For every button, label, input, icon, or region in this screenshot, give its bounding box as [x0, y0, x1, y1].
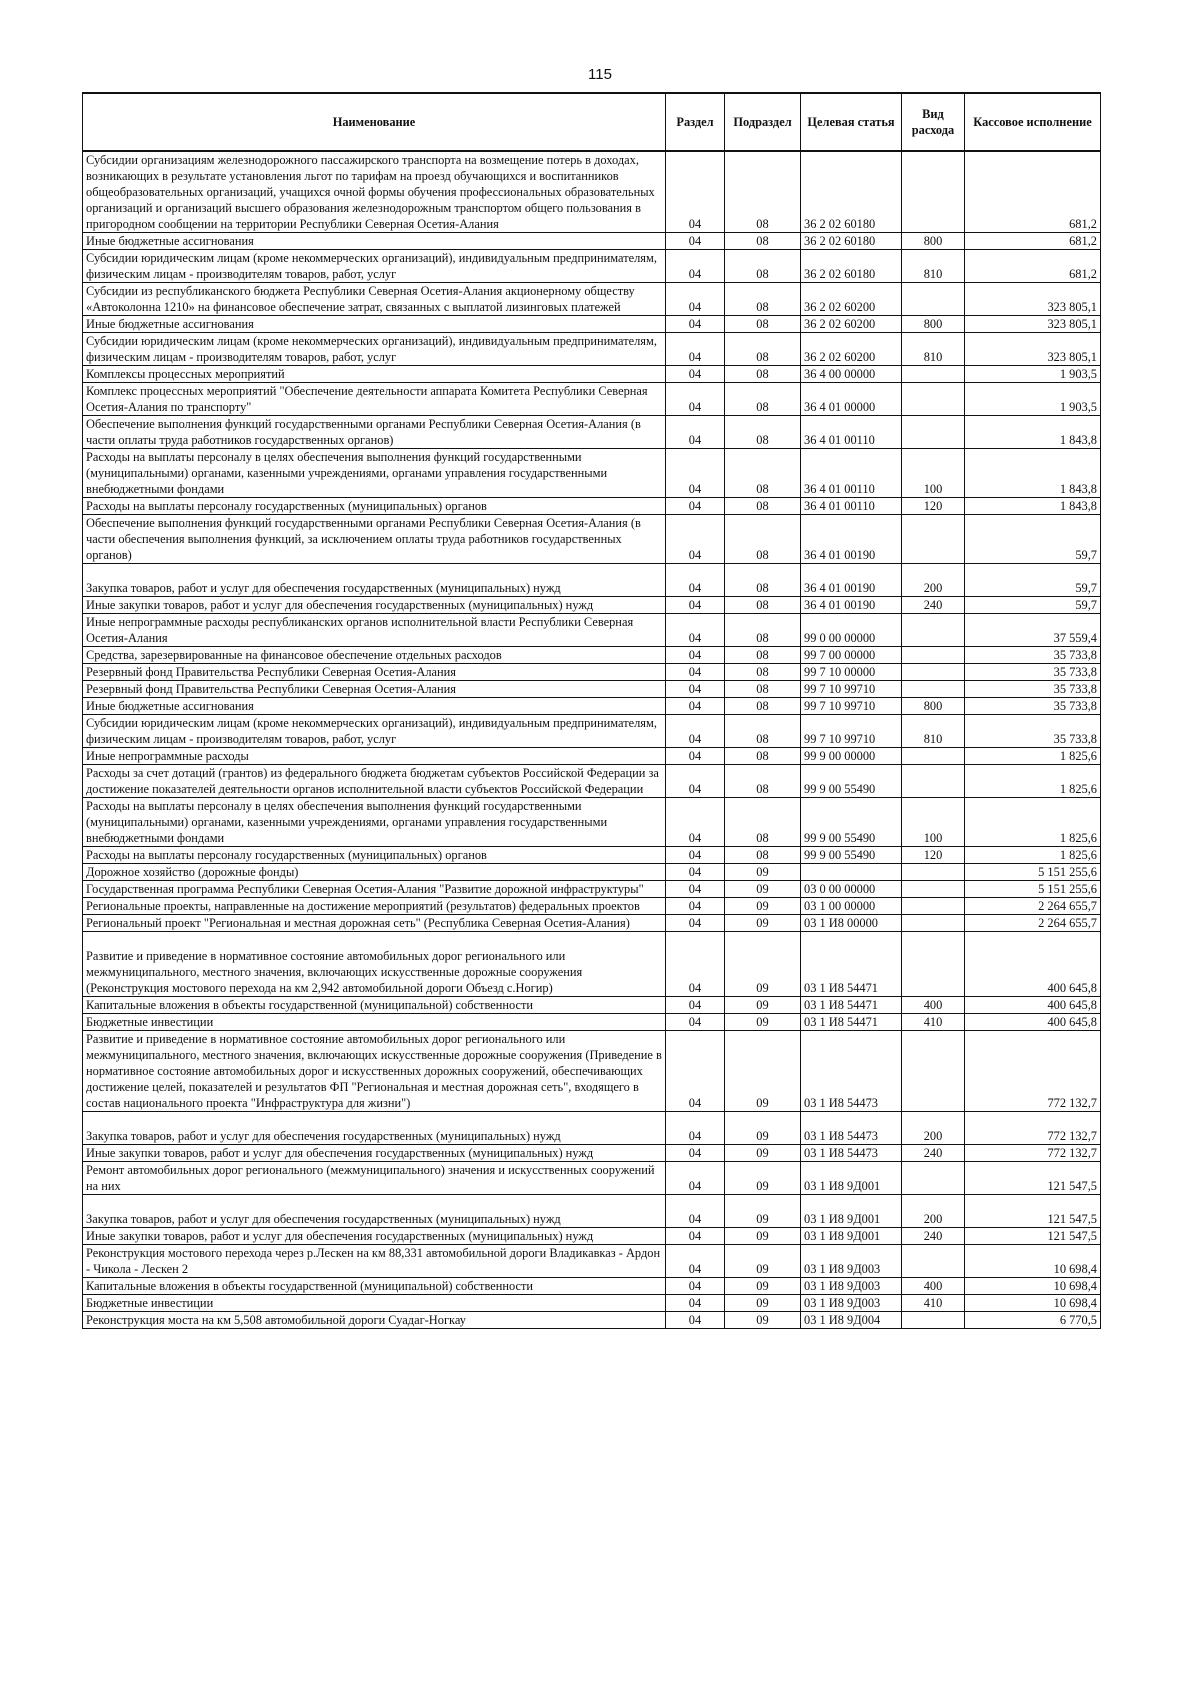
table-row — [83, 698, 1101, 715]
table-row — [83, 1228, 1101, 1245]
cell-section: 04 — [666, 798, 725, 847]
cell-amount: 6 770,5 — [965, 1312, 1101, 1329]
table-row — [83, 564, 1101, 597]
cell-name: Субсидии юридическим лицам (кроме некоммерческих организаций), индивидуальным предпринимателям, физическим лицам - производителям товаров, работ, услуг — [83, 333, 666, 366]
table-row — [83, 333, 1101, 366]
cell-amount: 59,7 — [965, 597, 1101, 614]
cell-subsection: 08 — [725, 383, 801, 416]
cell-section: 04 — [666, 898, 725, 915]
cell-amount: 5 151 255,6 — [965, 864, 1101, 881]
table-row — [83, 151, 1101, 233]
cell-section: 04 — [666, 647, 725, 664]
cell-amount: 1 843,8 — [965, 416, 1101, 449]
cell-name: Закупка товаров, работ и услуг для обеспечения государственных (муниципальных) нужд — [83, 564, 666, 597]
cell-target: 99 9 00 55490 — [801, 847, 902, 864]
table-row — [83, 233, 1101, 250]
cell-type: 800 — [902, 698, 965, 715]
cell-amount: 772 132,7 — [965, 1031, 1101, 1112]
cell-type: 120 — [902, 847, 965, 864]
cell-name: Резервный фонд Правительства Республики Северная Осетия-Алания — [83, 664, 666, 681]
table-row — [83, 1014, 1101, 1031]
cell-type — [902, 898, 965, 915]
cell-subsection: 08 — [725, 151, 801, 233]
cell-name: Резервный фонд Правительства Республики Северная Осетия-Алания — [83, 681, 666, 698]
cell-amount: 1 825,6 — [965, 847, 1101, 864]
cell-name: Развитие и приведение в нормативное состояние автомобильных дорог регионального или межмуниципального, местного значения, включающих искусственные дорожные сооружения (Приведение в нормативное состояние автомобильных дорог и искусственных дорожных сооружений, обеспечивающих достижение целей, показателей и результатов ФП "Региональная и местная дорожная сеть", входящего в состав национального проекта "Инфраструктура для жизни") — [83, 1031, 666, 1112]
table-row — [83, 1031, 1101, 1112]
cell-name: Иные бюджетные ассигнования — [83, 316, 666, 333]
cell-name: Капитальные вложения в объекты государственной (муниципальной) собственности — [83, 1278, 666, 1295]
cell-subsection: 08 — [725, 449, 801, 498]
cell-subsection: 09 — [725, 898, 801, 915]
table-row — [83, 1195, 1101, 1228]
table-row — [83, 383, 1101, 416]
cell-name: Развитие и приведение в нормативное состояние автомобильных дорог регионального или межмуниципального, местного значения, включающих искусственные дорожные сооружения (Реконструкция мостового перехода на км 2,942 автомобильной дороги Объезд с.Ногир) — [83, 932, 666, 997]
cell-amount: 37 559,4 — [965, 614, 1101, 647]
cell-subsection: 09 — [725, 1278, 801, 1295]
cell-name: Реконструкция моста на км 5,508 автомобильной дороги Суадаг-Ногкау — [83, 1312, 666, 1329]
cell-subsection: 09 — [725, 1228, 801, 1245]
table-row — [83, 515, 1101, 564]
cell-amount: 35 733,8 — [965, 647, 1101, 664]
cell-section: 04 — [666, 1312, 725, 1329]
cell-type — [902, 515, 965, 564]
cell-subsection: 09 — [725, 1014, 801, 1031]
cell-name: Дорожное хозяйство (дорожные фонды) — [83, 864, 666, 881]
table-body — [83, 151, 1101, 1329]
cell-amount: 1 843,8 — [965, 498, 1101, 515]
cell-section: 04 — [666, 366, 725, 383]
cell-name: Иные бюджетные ассигнования — [83, 233, 666, 250]
cell-name: Реконструкция мостового перехода через р.Лескен на км 88,331 автомобильной дороги Владикавказ - Ардон - Чикола - Лескен 2 — [83, 1245, 666, 1278]
table-row — [83, 997, 1101, 1014]
cell-amount: 10 698,4 — [965, 1295, 1101, 1312]
column-header-section: Раздел — [666, 93, 725, 151]
cell-section: 04 — [666, 333, 725, 366]
cell-section: 04 — [666, 698, 725, 715]
cell-section: 04 — [666, 1112, 725, 1145]
table-row — [83, 1145, 1101, 1162]
table-row — [83, 798, 1101, 847]
cell-type — [902, 151, 965, 233]
cell-amount: 121 547,5 — [965, 1228, 1101, 1245]
table-row — [83, 316, 1101, 333]
cell-subsection: 08 — [725, 333, 801, 366]
cell-name: Субсидии юридическим лицам (кроме некоммерческих организаций), индивидуальным предпринимателям, физическим лицам - производителям товаров, работ, услуг — [83, 250, 666, 283]
cell-amount: 59,7 — [965, 564, 1101, 597]
cell-target: 36 4 01 00190 — [801, 597, 902, 614]
cell-name: Расходы на выплаты персоналу в целях обеспечения выполнения функций государственными (муниципальными) органами, казенными учреждениями, органами управления государственными внебюджетными фондами — [83, 449, 666, 498]
table-header-row — [83, 93, 1101, 151]
cell-amount: 1 903,5 — [965, 366, 1101, 383]
table-row — [83, 283, 1101, 316]
table-row — [83, 1162, 1101, 1195]
column-header-name: Наименование — [83, 93, 666, 151]
cell-type: 400 — [902, 997, 965, 1014]
cell-amount: 681,2 — [965, 151, 1101, 233]
cell-subsection: 09 — [725, 1195, 801, 1228]
table-row — [83, 416, 1101, 449]
cell-target: 99 9 00 00000 — [801, 748, 902, 765]
cell-target: 36 2 02 60180 — [801, 151, 902, 233]
cell-subsection: 08 — [725, 233, 801, 250]
cell-subsection: 09 — [725, 1295, 801, 1312]
cell-section: 04 — [666, 233, 725, 250]
cell-subsection: 08 — [725, 681, 801, 698]
cell-type: 410 — [902, 1014, 965, 1031]
cell-section: 04 — [666, 498, 725, 515]
cell-section: 04 — [666, 383, 725, 416]
cell-amount: 1 825,6 — [965, 748, 1101, 765]
cell-target: 36 4 01 00110 — [801, 449, 902, 498]
table-row — [83, 664, 1101, 681]
cell-amount: 10 698,4 — [965, 1245, 1101, 1278]
cell-name: Средства, зарезервированные на финансовое обеспечение отдельных расходов — [83, 647, 666, 664]
cell-amount: 400 645,8 — [965, 932, 1101, 997]
cell-name: Региональный проект "Региональная и местная дорожная сеть" (Республика Северная Осетия-Алания) — [83, 915, 666, 932]
cell-type — [902, 614, 965, 647]
cell-amount: 35 733,8 — [965, 698, 1101, 715]
cell-amount: 121 547,5 — [965, 1195, 1101, 1228]
cell-subsection: 08 — [725, 564, 801, 597]
cell-target: 36 4 01 00110 — [801, 416, 902, 449]
cell-type — [902, 881, 965, 898]
column-header-amount: Кассовое исполнение — [965, 93, 1101, 151]
cell-name: Капитальные вложения в объекты государственной (муниципальной) собственности — [83, 997, 666, 1014]
cell-type — [902, 915, 965, 932]
cell-subsection: 09 — [725, 1162, 801, 1195]
cell-type — [902, 416, 965, 449]
table-row — [83, 1245, 1101, 1278]
cell-target — [801, 864, 902, 881]
cell-section: 04 — [666, 1278, 725, 1295]
page-number: 115 — [588, 66, 612, 83]
column-header-subsection: Подраздел — [725, 93, 801, 151]
cell-subsection: 08 — [725, 597, 801, 614]
cell-amount: 35 733,8 — [965, 664, 1101, 681]
cell-amount: 35 733,8 — [965, 715, 1101, 748]
cell-name: Субсидии организациям железнодорожного пассажирского транспорта на возмещение потерь в доходах, возникающих в результате установления льгот по тарифам на проезд обучающихся и воспитанников общеобразовательных организаций, учащихся очной формы обучения профессиональных образовательных организаций и организаций высшего образования железнодорожным транспортом общего пользования в пригородном сообщении на территории Республики Северная Осетия-Алания — [83, 151, 666, 233]
cell-target: 99 7 10 99710 — [801, 715, 902, 748]
cell-type: 800 — [902, 233, 965, 250]
cell-target: 03 1 И8 9Д003 — [801, 1295, 902, 1312]
cell-name: Расходы на выплаты персоналу в целях обеспечения выполнения функций государственными (муниципальными) органами, казенными учреждениями, органами управления государственными внебюджетными фондами — [83, 798, 666, 847]
cell-amount: 1 825,6 — [965, 765, 1101, 798]
cell-name: Расходы за счет дотаций (грантов) из федерального бюджета бюджетам субъектов Российской Федерации за достижение показателей деятельности органов исполнительной власти субъектов Российской Федерации — [83, 765, 666, 798]
table-row — [83, 1295, 1101, 1312]
cell-name: Обеспечение выполнения функций государственными органами Республики Северная Осетия-Алания (в части обеспечения выполнения функций, за исключением оплаты труда работников государственных органов) — [83, 515, 666, 564]
cell-type: 100 — [902, 798, 965, 847]
cell-subsection: 08 — [725, 416, 801, 449]
cell-amount: 1 825,6 — [965, 798, 1101, 847]
cell-subsection: 08 — [725, 715, 801, 748]
cell-target: 03 1 И8 9Д001 — [801, 1162, 902, 1195]
cell-name: Бюджетные инвестиции — [83, 1295, 666, 1312]
cell-name: Бюджетные инвестиции — [83, 1014, 666, 1031]
cell-type: 200 — [902, 564, 965, 597]
cell-amount: 681,2 — [965, 250, 1101, 283]
cell-target: 36 2 02 60180 — [801, 233, 902, 250]
cell-type — [902, 681, 965, 698]
cell-name: Иные непрограммные расходы республиканских органов исполнительной власти Республики Северная Осетия-Алания — [83, 614, 666, 647]
cell-target: 03 1 И8 54473 — [801, 1031, 902, 1112]
cell-name: Закупка товаров, работ и услуг для обеспечения государственных (муниципальных) нужд — [83, 1195, 666, 1228]
cell-amount: 323 805,1 — [965, 316, 1101, 333]
cell-section: 04 — [666, 1014, 725, 1031]
cell-target: 03 1 И8 54471 — [801, 932, 902, 997]
cell-target: 99 9 00 55490 — [801, 765, 902, 798]
table-row — [83, 366, 1101, 383]
cell-amount: 5 151 255,6 — [965, 881, 1101, 898]
cell-type: 810 — [902, 333, 965, 366]
cell-amount: 772 132,7 — [965, 1112, 1101, 1145]
cell-subsection: 09 — [725, 1245, 801, 1278]
cell-name: Обеспечение выполнения функций государственными органами Республики Северная Осетия-Алания (в части оплаты труда работников государственных органов) — [83, 416, 666, 449]
cell-section: 04 — [666, 1145, 725, 1162]
table-row — [83, 932, 1101, 997]
cell-name: Комплекс процессных мероприятий "Обеспечение деятельности аппарата Комитета Республики Северная Осетия-Алания по транспорту" — [83, 383, 666, 416]
cell-target: 99 7 10 99710 — [801, 681, 902, 698]
cell-type — [902, 864, 965, 881]
cell-target: 36 2 02 60200 — [801, 333, 902, 366]
table-row — [83, 765, 1101, 798]
cell-section: 04 — [666, 1195, 725, 1228]
cell-type — [902, 283, 965, 316]
cell-subsection: 09 — [725, 915, 801, 932]
cell-target: 99 7 10 00000 — [801, 664, 902, 681]
cell-amount: 400 645,8 — [965, 997, 1101, 1014]
table-row — [83, 864, 1101, 881]
cell-subsection: 09 — [725, 1031, 801, 1112]
cell-target: 36 4 00 00000 — [801, 366, 902, 383]
cell-type — [902, 932, 965, 997]
cell-section: 04 — [666, 449, 725, 498]
cell-target: 03 1 И8 54473 — [801, 1112, 902, 1145]
column-header-type: Вид расхода — [902, 93, 965, 151]
table-row — [83, 847, 1101, 864]
cell-target: 36 2 02 60180 — [801, 250, 902, 283]
cell-subsection: 09 — [725, 1312, 801, 1329]
cell-type: 800 — [902, 316, 965, 333]
cell-type: 120 — [902, 498, 965, 515]
cell-type: 240 — [902, 1145, 965, 1162]
cell-section: 04 — [666, 932, 725, 997]
cell-type — [902, 647, 965, 664]
cell-name: Ремонт автомобильных дорог регионального (межмуниципального) значения и искусственных сооружений на них — [83, 1162, 666, 1195]
cell-target: 36 2 02 60200 — [801, 316, 902, 333]
cell-type — [902, 1031, 965, 1112]
cell-name: Комплексы процессных мероприятий — [83, 366, 666, 383]
table-row — [83, 1112, 1101, 1145]
cell-amount: 121 547,5 — [965, 1162, 1101, 1195]
cell-section: 04 — [666, 564, 725, 597]
cell-type — [902, 366, 965, 383]
cell-type: 810 — [902, 715, 965, 748]
cell-section: 04 — [666, 681, 725, 698]
cell-subsection: 08 — [725, 647, 801, 664]
cell-amount: 772 132,7 — [965, 1145, 1101, 1162]
cell-name: Иные непрограммные расходы — [83, 748, 666, 765]
cell-section: 04 — [666, 250, 725, 283]
budget-table — [82, 92, 1101, 1329]
cell-type — [902, 1245, 965, 1278]
cell-type — [902, 765, 965, 798]
cell-target: 03 1 И8 9Д001 — [801, 1195, 902, 1228]
cell-name: Иные закупки товаров, работ и услуг для обеспечения государственных (муниципальных) нужд — [83, 1228, 666, 1245]
cell-amount: 1 843,8 — [965, 449, 1101, 498]
table-row — [83, 1312, 1101, 1329]
cell-section: 04 — [666, 1162, 725, 1195]
cell-amount: 59,7 — [965, 515, 1101, 564]
cell-type — [902, 748, 965, 765]
cell-target: 99 0 00 00000 — [801, 614, 902, 647]
table-row — [83, 915, 1101, 932]
cell-section: 04 — [666, 748, 725, 765]
cell-type: 810 — [902, 250, 965, 283]
cell-type: 200 — [902, 1112, 965, 1145]
cell-amount: 35 733,8 — [965, 681, 1101, 698]
cell-target: 99 9 00 55490 — [801, 798, 902, 847]
cell-name: Иные бюджетные ассигнования — [83, 698, 666, 715]
table-row — [83, 898, 1101, 915]
cell-target: 03 1 И8 54471 — [801, 997, 902, 1014]
cell-amount: 2 264 655,7 — [965, 915, 1101, 932]
cell-subsection: 08 — [725, 847, 801, 864]
cell-target: 36 4 01 00000 — [801, 383, 902, 416]
cell-section: 04 — [666, 151, 725, 233]
cell-type: 410 — [902, 1295, 965, 1312]
cell-name: Расходы на выплаты персоналу государственных (муниципальных) органов — [83, 847, 666, 864]
cell-amount: 400 645,8 — [965, 1014, 1101, 1031]
cell-name: Региональные проекты, направленные на достижение мероприятий (результатов) федеральных проектов — [83, 898, 666, 915]
cell-name: Субсидии юридическим лицам (кроме некоммерческих организаций), индивидуальным предпринимателям, физическим лицам - производителям товаров, работ, услуг — [83, 715, 666, 748]
cell-amount: 323 805,1 — [965, 333, 1101, 366]
cell-subsection: 08 — [725, 614, 801, 647]
cell-subsection: 08 — [725, 366, 801, 383]
cell-type: 240 — [902, 597, 965, 614]
cell-target: 03 1 И8 00000 — [801, 915, 902, 932]
cell-amount: 10 698,4 — [965, 1278, 1101, 1295]
cell-subsection: 09 — [725, 932, 801, 997]
table-row — [83, 748, 1101, 765]
cell-section: 04 — [666, 1228, 725, 1245]
cell-name: Иные закупки товаров, работ и услуг для обеспечения государственных (муниципальных) нужд — [83, 597, 666, 614]
table-row — [83, 1278, 1101, 1295]
cell-subsection: 08 — [725, 664, 801, 681]
cell-type: 200 — [902, 1195, 965, 1228]
cell-section: 04 — [666, 765, 725, 798]
cell-subsection: 08 — [725, 515, 801, 564]
column-header-target: Целевая статья — [801, 93, 902, 151]
cell-target: 03 0 00 00000 — [801, 881, 902, 898]
cell-section: 04 — [666, 614, 725, 647]
table-row — [83, 498, 1101, 515]
cell-subsection: 08 — [725, 748, 801, 765]
cell-section: 04 — [666, 416, 725, 449]
table-row — [83, 597, 1101, 614]
cell-subsection: 08 — [725, 316, 801, 333]
cell-target: 03 1 И8 54473 — [801, 1145, 902, 1162]
cell-subsection: 08 — [725, 698, 801, 715]
cell-name: Субсидии из республиканского бюджета Республики Северная Осетия-Алания акционерному обществу «Автоколонна 1210» на финансовое обеспечение затрат, связанных с выплатой лизинговых платежей — [83, 283, 666, 316]
table-row — [83, 681, 1101, 698]
cell-type — [902, 1162, 965, 1195]
cell-target: 03 1 И8 9Д003 — [801, 1245, 902, 1278]
cell-target: 36 4 01 00190 — [801, 515, 902, 564]
cell-target: 03 1 И8 9Д003 — [801, 1278, 902, 1295]
cell-section: 04 — [666, 847, 725, 864]
table-row — [83, 715, 1101, 748]
cell-type: 100 — [902, 449, 965, 498]
cell-target: 03 1 И8 9Д001 — [801, 1228, 902, 1245]
cell-name: Расходы на выплаты персоналу государственных (муниципальных) органов — [83, 498, 666, 515]
cell-subsection: 09 — [725, 997, 801, 1014]
cell-amount: 323 805,1 — [965, 283, 1101, 316]
cell-section: 04 — [666, 1031, 725, 1112]
cell-section: 04 — [666, 915, 725, 932]
cell-section: 04 — [666, 283, 725, 316]
cell-amount: 1 903,5 — [965, 383, 1101, 416]
table-row — [83, 250, 1101, 283]
cell-subsection: 09 — [725, 1145, 801, 1162]
cell-target: 03 1 И8 9Д004 — [801, 1312, 902, 1329]
cell-type — [902, 383, 965, 416]
cell-amount: 2 264 655,7 — [965, 898, 1101, 915]
cell-section: 04 — [666, 881, 725, 898]
cell-section: 04 — [666, 997, 725, 1014]
cell-target: 99 7 00 00000 — [801, 647, 902, 664]
cell-subsection: 09 — [725, 864, 801, 881]
cell-section: 04 — [666, 715, 725, 748]
cell-name: Закупка товаров, работ и услуг для обеспечения государственных (муниципальных) нужд — [83, 1112, 666, 1145]
table-row — [83, 614, 1101, 647]
cell-type — [902, 664, 965, 681]
cell-subsection: 09 — [725, 881, 801, 898]
cell-section: 04 — [666, 1245, 725, 1278]
cell-type: 240 — [902, 1228, 965, 1245]
cell-target: 03 1 00 00000 — [801, 898, 902, 915]
cell-section: 04 — [666, 316, 725, 333]
cell-subsection: 08 — [725, 765, 801, 798]
cell-section: 04 — [666, 1295, 725, 1312]
table-row — [83, 449, 1101, 498]
cell-target: 36 4 01 00190 — [801, 564, 902, 597]
cell-subsection: 08 — [725, 283, 801, 316]
cell-amount: 681,2 — [965, 233, 1101, 250]
cell-target: 36 4 01 00110 — [801, 498, 902, 515]
table-row — [83, 647, 1101, 664]
cell-target: 99 7 10 99710 — [801, 698, 902, 715]
cell-type: 400 — [902, 1278, 965, 1295]
table-row — [83, 881, 1101, 898]
cell-target: 03 1 И8 54471 — [801, 1014, 902, 1031]
cell-section: 04 — [666, 597, 725, 614]
cell-section: 04 — [666, 664, 725, 681]
cell-name: Иные закупки товаров, работ и услуг для обеспечения государственных (муниципальных) нужд — [83, 1145, 666, 1162]
cell-section: 04 — [666, 864, 725, 881]
cell-section: 04 — [666, 515, 725, 564]
cell-type — [902, 1312, 965, 1329]
cell-subsection: 08 — [725, 498, 801, 515]
cell-subsection: 08 — [725, 798, 801, 847]
cell-target: 36 2 02 60200 — [801, 283, 902, 316]
cell-subsection: 08 — [725, 250, 801, 283]
cell-subsection: 09 — [725, 1112, 801, 1145]
cell-name: Государственная программа Республики Северная Осетия-Алания "Развитие дорожной инфраструктуры" — [83, 881, 666, 898]
